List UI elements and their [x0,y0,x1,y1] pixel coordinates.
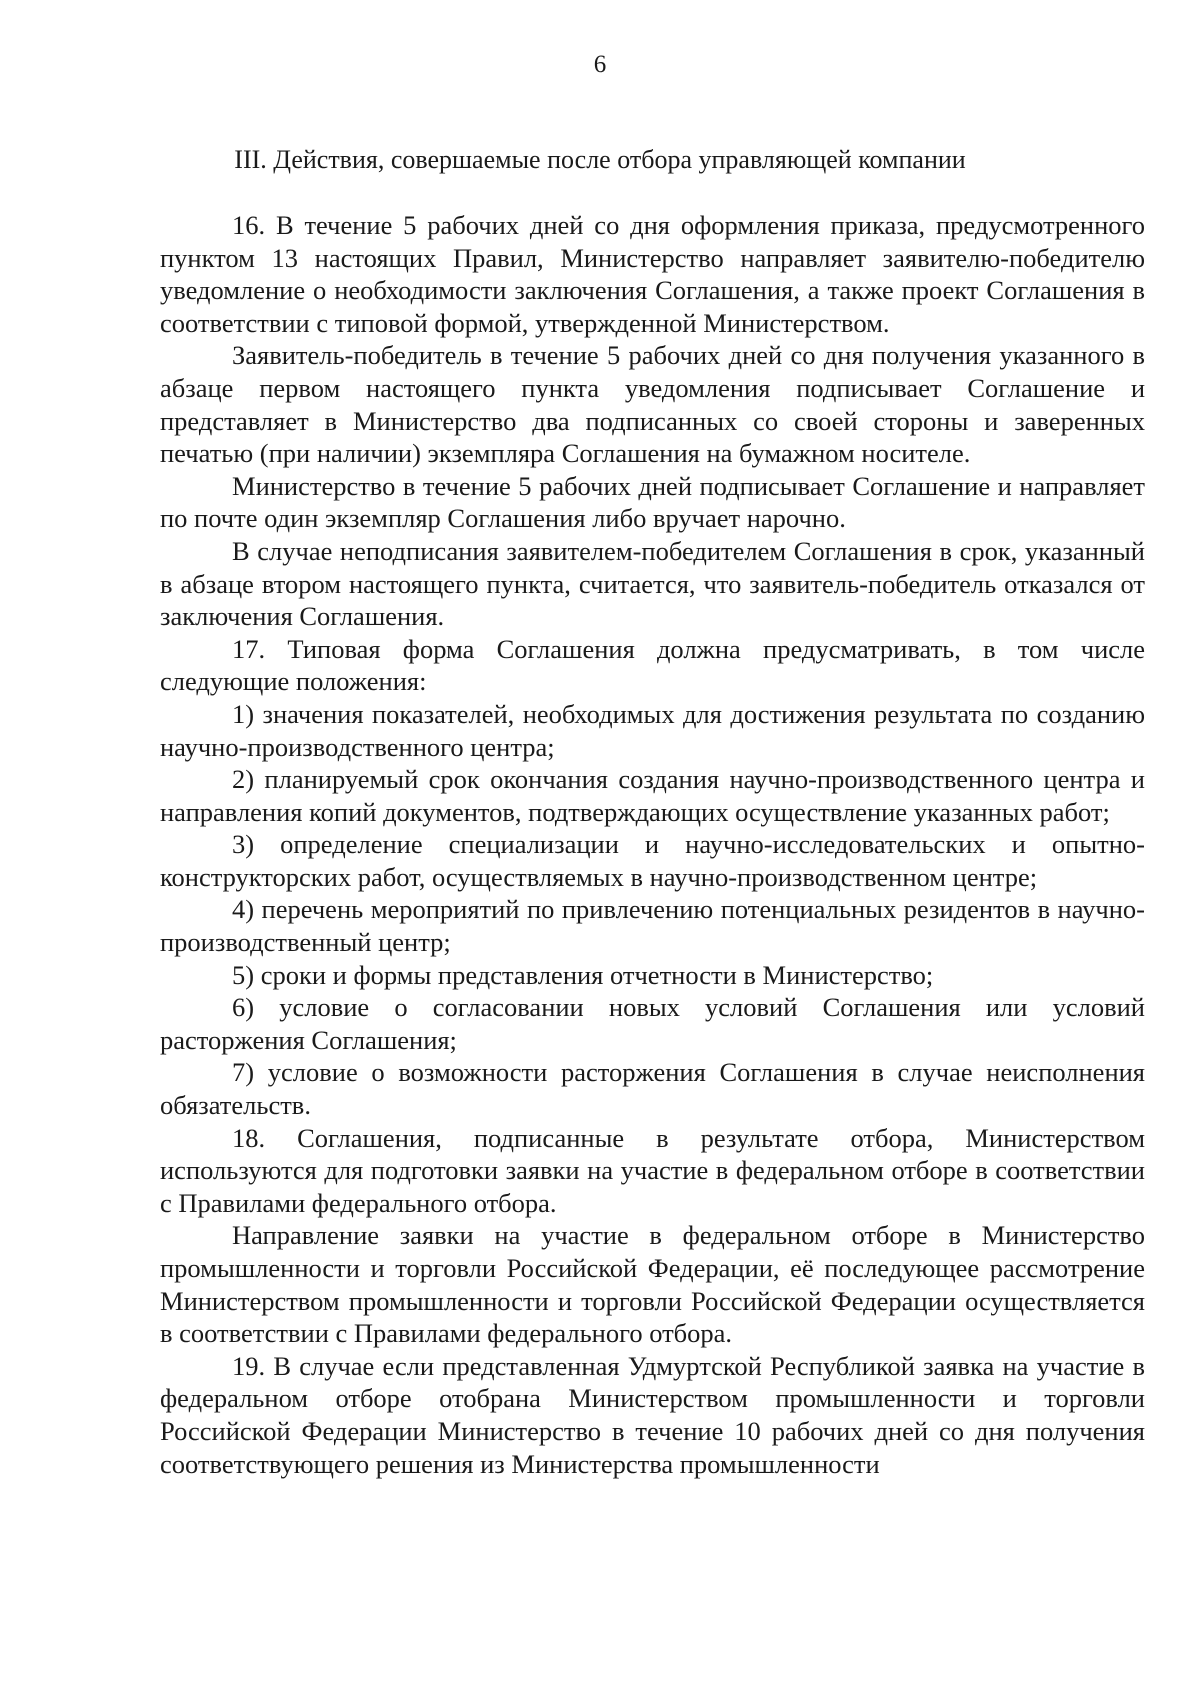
body-text [160,209,1145,1480]
paragraph: В случае неподписания заявителем-победителем Соглашения в срок, указанный в абзаце втором настоящего пункта, считается, что заявитель-победитель отказался от заключения Соглашения. [160,535,1145,632]
list-item: 6) условие о согласовании новых условий Соглашения или условий расторжения Соглашения; [160,992,1145,1055]
paragraph: 17. Типовая форма Соглашения должна предусматривать, в том числе следующие положения: [160,633,1145,697]
list-item: 1) значения показателей, необходимых для достижения результата по созданию научно-производственного центра; [160,698,1145,762]
section-title: III. Действия, совершаемые после отбора управляющей компании [234,145,966,174]
paragraph: 19. В случае если представленная Удмуртской Республикой заявка на участие в федеральном отборе отобрана Министерством промышленности и торговли Российской Федерации Министерство в течение 10 рабочих дней со дня получения соответствующего решения из Министерства промышленности [160,1350,1145,1479]
page-number: 6 [593,51,607,78]
list-item: 4) перечень мероприятий по привлечению потенциальных резидентов в научно-производственный центр; [160,894,1145,958]
list-item: 7) условие о возможности расторжения Соглашения в случае неисполнения обязательств. [160,1057,1145,1121]
paragraph: Министерство в течение 5 рабочих дней подписывает Соглашение и направляет по почте один экземпляр Соглашения либо вручает нарочно. [160,470,1145,534]
paragraph: 18. Соглашения, подписанные в результате отбора, Министерством используются для подготовки заявки на участие в федеральном отборе в соответствии с Правилами федерального отбора. [160,1122,1145,1218]
list-item: 3) определение специализации и научно-исследовательских и опытно-конструкторских работ, осуществляемых в научно-производственном центре; [160,829,1145,892]
paragraph: Заявитель-победитель в течение 5 рабочих дней со дня получения указанного в абзаце первом настоящего пункта уведомления подписывает Соглашение и представляет в Министерство два подписанных со своей стороны и заверенных печатью (при наличии) экземпляра Соглашения на бумажном носителе. [160,340,1145,469]
paragraph: 16. В течение 5 рабочих дней со дня оформления приказа, предусмотренного пунктом 13 настоящих Правил, Министерство направляет заявителю-победителю уведомление о необходимости заключения Соглашения, а также проект Соглашения в соответствии с типовой формой, утвержденной Министерством. [160,210,1145,338]
list-item: 2) планируемый срок окончания создания научно-производственного центра и направления копий документов, подтверждающих осуществление указанных работ; [160,764,1145,827]
paragraph: Направление заявки на участие в федеральном отборе в Министерство промышленности и торговли Российской Федерации, её последующее рассмотрение Министерством промышленности и торговли Российской Федерации осуществляется в соответствии с Правилами федерального отбора. [160,1220,1145,1349]
list-item: 5) сроки и формы представления отчетности в Министерство; [232,959,934,990]
